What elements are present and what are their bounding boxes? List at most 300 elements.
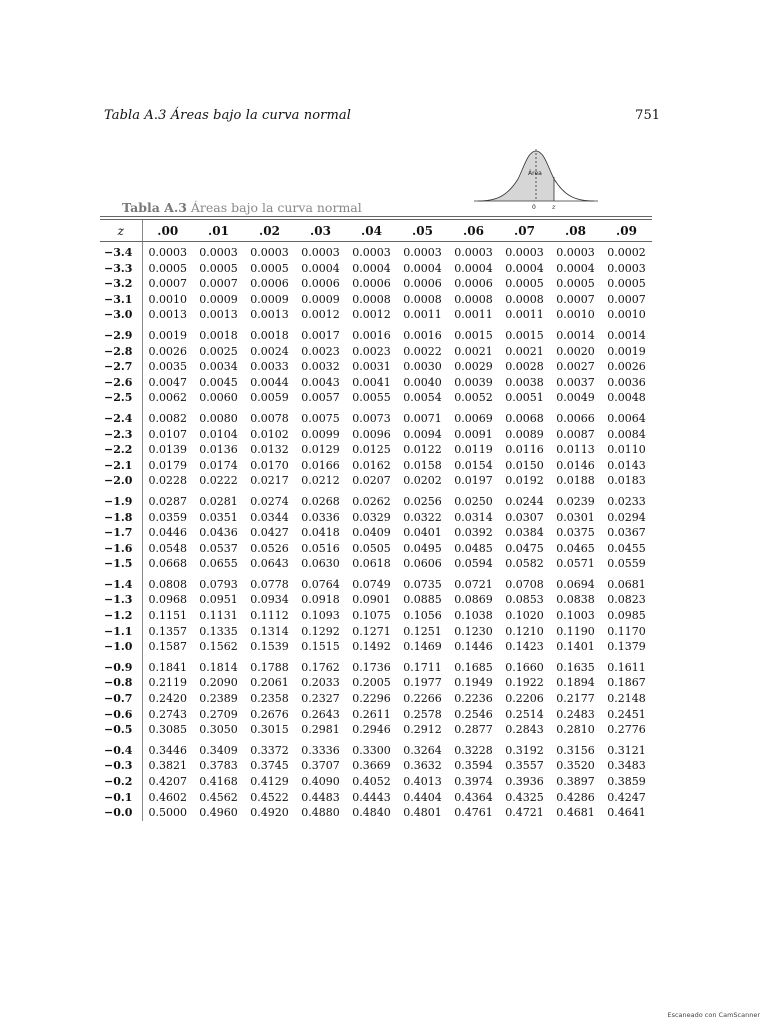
area-value: 0.3974: [454, 775, 493, 788]
z-value: −0.0: [100, 805, 142, 821]
area-value: 0.0029: [454, 360, 493, 374]
area-value: 0.0274: [250, 494, 289, 508]
area-value: 0.2296: [352, 692, 391, 706]
area-value: 0.0094: [403, 427, 442, 441]
area-value: 0.0228: [148, 474, 187, 488]
area-value: 0.0033: [250, 360, 289, 374]
table-row: [100, 473, 652, 489]
area-value: 0.0129: [301, 443, 340, 457]
area-value: 0.1660: [505, 660, 544, 674]
area-value: 0.1492: [352, 640, 391, 654]
table-header-row: [100, 220, 652, 242]
area-value: 0.1271: [352, 624, 391, 638]
table-row: [100, 323, 652, 344]
area-value: 0.0005: [250, 261, 289, 275]
table-row: [100, 608, 652, 624]
area-value: 0.0008: [454, 292, 493, 306]
z-value: −2.7: [100, 359, 142, 375]
area-value: 0.0618: [352, 557, 391, 571]
area-value: 0.0446: [148, 526, 187, 540]
area-value: 0.1230: [454, 624, 493, 638]
area-value: 0.0250: [454, 494, 493, 508]
normal-table: [100, 220, 652, 821]
area-value: 0.4483: [301, 790, 340, 804]
table-row: [100, 458, 652, 474]
area-value: 0.4052: [352, 775, 391, 788]
area-value: 0.0005: [556, 277, 595, 291]
area-value: 0.2810: [556, 723, 595, 737]
area-value: 0.0018: [250, 328, 289, 342]
area-value: 0.5000: [148, 806, 187, 820]
area-value: 0.0045: [199, 375, 238, 389]
z-value: −0.9: [100, 655, 142, 676]
area-value: 0.4602: [148, 790, 187, 804]
area-value: 0.0005: [607, 277, 646, 291]
column-header: .08: [550, 220, 601, 242]
area-value: 0.0158: [403, 458, 442, 472]
area-value: 0.0154: [454, 458, 493, 472]
area-value: 0.4880: [301, 806, 340, 820]
area-value: 0.0010: [148, 292, 187, 306]
area-value: 0.0073: [352, 411, 391, 425]
area-value: 0.0668: [148, 557, 187, 571]
table-top-rule: [100, 216, 652, 217]
area-value: 0.0314: [454, 510, 493, 524]
area-value: 0.0006: [250, 277, 289, 291]
area-value: 0.3015: [250, 723, 289, 737]
area-value: 0.2327: [301, 692, 340, 706]
normal-table-container: [100, 220, 652, 821]
area-value: 0.0007: [148, 277, 187, 291]
z-value: −0.3: [100, 758, 142, 774]
area-value: 0.4562: [199, 790, 238, 804]
area-value: 0.0918: [301, 593, 340, 607]
area-value: 0.4641: [607, 806, 646, 820]
z-value: −0.5: [100, 722, 142, 738]
area-value: 0.0047: [148, 375, 187, 389]
area-value: 0.0078: [250, 411, 289, 425]
area-value: 0.0054: [403, 391, 442, 405]
table-caption-number: Tabla A.3: [122, 200, 187, 215]
area-value: 0.0003: [403, 246, 442, 259]
area-value: 0.0052: [454, 391, 493, 405]
area-value: 0.0174: [199, 458, 238, 472]
area-value: 0.0003: [301, 246, 340, 259]
area-value: 0.0853: [505, 593, 544, 607]
table-row: [100, 707, 652, 723]
area-value: 0.0035: [148, 360, 187, 374]
area-value: 0.0015: [505, 328, 544, 342]
area-value: 0.0455: [607, 541, 646, 555]
area-value: 0.0207: [352, 474, 391, 488]
area-value: 0.2033: [301, 676, 340, 690]
area-value: 0.2514: [505, 707, 544, 721]
area-value: 0.2676: [250, 707, 289, 721]
area-value: 0.0392: [454, 526, 493, 540]
area-value: 0.0003: [505, 246, 544, 259]
area-value: 0.0968: [148, 593, 187, 607]
area-value: 0.0475: [505, 541, 544, 555]
area-value: 0.0384: [505, 526, 544, 540]
area-value: 0.3936: [505, 775, 544, 788]
area-value: 0.0559: [607, 557, 646, 571]
area-value: 0.0059: [250, 391, 289, 405]
area-value: 0.0287: [148, 494, 187, 508]
area-value: 0.0329: [352, 510, 391, 524]
area-value: 0.0793: [199, 577, 238, 591]
area-value: 0.0004: [403, 261, 442, 275]
area-value: 0.0009: [301, 292, 340, 306]
z-value: −2.6: [100, 375, 142, 391]
area-value: 0.0030: [403, 360, 442, 374]
area-value: 0.2206: [505, 692, 544, 706]
area-value: 0.0004: [301, 261, 340, 275]
z-value: −2.4: [100, 406, 142, 427]
area-value: 0.1841: [148, 660, 187, 674]
table-header: [100, 220, 652, 242]
area-value: 0.0122: [403, 443, 442, 457]
area-value: 0.2358: [250, 692, 289, 706]
area-value: 0.1251: [403, 624, 442, 638]
area-value: 0.0838: [556, 593, 595, 607]
area-value: 0.0113: [556, 443, 595, 457]
area-value: 0.0003: [556, 246, 595, 259]
area-value: 0.0017: [301, 328, 340, 342]
area-value: 0.0934: [250, 593, 289, 607]
area-value: 0.0359: [148, 510, 187, 524]
scanner-watermark: Escaneado con CamScanner: [667, 1011, 760, 1019]
table-row: [100, 442, 652, 458]
area-value: 0.3228: [454, 743, 493, 757]
z-value: −1.2: [100, 608, 142, 624]
normal-curve-figure: [470, 145, 610, 213]
table-row: [100, 242, 652, 261]
area-value: 0.1515: [301, 640, 340, 654]
area-value: 0.0019: [148, 328, 187, 342]
area-value: 0.3409: [199, 743, 238, 757]
area-value: 0.0571: [556, 557, 595, 571]
table-row: [100, 758, 652, 774]
area-value: 0.3372: [250, 743, 289, 757]
z-value: −1.3: [100, 592, 142, 608]
area-value: 0.0099: [301, 427, 340, 441]
z-value: −3.1: [100, 292, 142, 308]
z-value: −3.0: [100, 307, 142, 323]
area-value: 0.2451: [607, 707, 646, 721]
column-header: .02: [244, 220, 295, 242]
area-label: Área: [528, 170, 542, 177]
area-value: 0.1170: [607, 624, 646, 638]
table-row: [100, 541, 652, 557]
area-value: 0.0082: [148, 411, 187, 425]
area-value: 0.1423: [505, 640, 544, 654]
z-value: −2.8: [100, 344, 142, 360]
z-value: −0.1: [100, 790, 142, 806]
table-row: [100, 375, 652, 391]
table-caption-text: Áreas bajo la curva normal: [186, 200, 362, 215]
area-value: 0.0146: [556, 458, 595, 472]
area-value: 0.3483: [607, 759, 646, 773]
area-value: 0.0495: [403, 541, 442, 555]
area-value: 0.1587: [148, 640, 187, 654]
table-row: [100, 344, 652, 360]
area-value: 0.0110: [607, 443, 646, 457]
area-value: 0.0011: [505, 308, 544, 322]
area-value: 0.0222: [199, 474, 238, 488]
area-value: 0.4920: [250, 806, 289, 820]
z-value: −1.1: [100, 624, 142, 640]
area-value: 0.0006: [454, 277, 493, 291]
area-value: 0.0031: [352, 360, 391, 374]
area-value: 0.1894: [556, 676, 595, 690]
table-row: [100, 675, 652, 691]
column-header: .04: [346, 220, 397, 242]
area-value: 0.4129: [250, 775, 289, 788]
area-value: 0.1112: [250, 609, 289, 623]
area-value: 0.0003: [250, 246, 289, 259]
area-value: 0.0104: [199, 427, 238, 441]
z-value: −1.6: [100, 541, 142, 557]
area-value: 0.4404: [403, 790, 442, 804]
area-value: 0.0020: [556, 344, 595, 358]
area-value: 0.2643: [301, 707, 340, 721]
area-value: 0.1814: [199, 660, 238, 674]
area-value: 0.0057: [301, 391, 340, 405]
area-value: 0.1762: [301, 660, 340, 674]
column-header: .03: [295, 220, 346, 242]
area-value: 0.0064: [607, 411, 646, 425]
area-value: 0.0655: [199, 557, 238, 571]
area-value: 0.2389: [199, 692, 238, 706]
area-value: 0.3121: [607, 743, 646, 757]
area-value: 0.0069: [454, 411, 493, 425]
area-value: 0.1788: [250, 660, 289, 674]
area-value: 0.2611: [352, 707, 391, 721]
z-value: −1.9: [100, 489, 142, 510]
z-label: z: [552, 203, 556, 211]
area-value: 0.1020: [505, 609, 544, 623]
area-value: 0.3707: [301, 759, 340, 773]
area-value: 0.0068: [505, 411, 544, 425]
area-value: 0.1401: [556, 640, 595, 654]
area-value: 0.1635: [556, 660, 595, 674]
area-value: 0.2578: [403, 707, 442, 721]
area-value: 0.0005: [199, 261, 238, 275]
area-value: 0.1736: [352, 660, 391, 674]
area-value: 0.0256: [403, 494, 442, 508]
area-value: 0.0116: [505, 443, 544, 457]
area-value: 0.0013: [199, 308, 238, 322]
area-value: 0.0032: [301, 360, 340, 374]
area-value: 0.0004: [556, 261, 595, 275]
area-value: 0.0005: [148, 261, 187, 275]
table-row: [100, 805, 652, 821]
table-row: [100, 655, 652, 676]
area-value: 0.0014: [556, 328, 595, 342]
area-value: 0.0548: [148, 541, 187, 555]
table-row: [100, 691, 652, 707]
shaded-area: [478, 151, 554, 201]
area-value: 0.0139: [148, 443, 187, 457]
page-number: 751: [635, 108, 660, 123]
normal-curve-svg: [470, 145, 610, 213]
area-value: 0.0436: [199, 526, 238, 540]
area-value: 0.1469: [403, 640, 442, 654]
area-value: 0.0735: [403, 577, 442, 591]
area-value: 0.1711: [403, 660, 442, 674]
area-value: 0.0427: [250, 526, 289, 540]
area-value: 0.0080: [199, 411, 238, 425]
area-value: 0.1539: [250, 640, 289, 654]
area-value: 0.0075: [301, 411, 340, 425]
column-header: .07: [499, 220, 550, 242]
area-value: 0.4840: [352, 806, 391, 820]
area-value: 0.0102: [250, 427, 289, 441]
area-value: 0.0036: [607, 375, 646, 389]
table-row: [100, 427, 652, 443]
area-value: 0.2946: [352, 723, 391, 737]
area-value: 0.0170: [250, 458, 289, 472]
area-value: 0.0516: [301, 541, 340, 555]
area-value: 0.2119: [148, 676, 187, 690]
area-value: 0.3446: [148, 743, 187, 757]
area-value: 0.0051: [505, 391, 544, 405]
area-value: 0.0606: [403, 557, 442, 571]
area-value: 0.0011: [454, 308, 493, 322]
area-value: 0.0037: [556, 375, 595, 389]
area-value: 0.0681: [607, 577, 646, 591]
area-value: 0.4207: [148, 775, 187, 788]
area-value: 0.4681: [556, 806, 595, 820]
area-value: 0.0062: [148, 391, 187, 405]
area-value: 0.0024: [250, 344, 289, 358]
area-value: 0.1190: [556, 624, 595, 638]
area-value: 0.1292: [301, 624, 340, 638]
area-value: 0.0025: [199, 344, 238, 358]
area-value: 0.0003: [454, 246, 493, 259]
area-value: 0.0465: [556, 541, 595, 555]
area-value: 0.0008: [403, 292, 442, 306]
table-row: [100, 489, 652, 510]
area-value: 0.0091: [454, 427, 493, 441]
area-value: 0.4761: [454, 806, 493, 820]
area-value: 0.0708: [505, 577, 544, 591]
area-value: 0.3085: [148, 723, 187, 737]
column-header: .09: [601, 220, 652, 242]
table-row: [100, 790, 652, 806]
z-value: −1.0: [100, 639, 142, 655]
table-row: [100, 572, 652, 593]
z-value: −0.2: [100, 774, 142, 790]
area-value: 0.0060: [199, 391, 238, 405]
area-value: 0.1949: [454, 676, 493, 690]
table-row: [100, 774, 652, 790]
area-value: 0.0021: [505, 344, 544, 358]
area-value: 0.1446: [454, 640, 493, 654]
area-value: 0.0179: [148, 458, 187, 472]
area-value: 0.0150: [505, 458, 544, 472]
area-value: 0.0351: [199, 510, 238, 524]
area-value: 0.2148: [607, 692, 646, 706]
area-value: 0.2877: [454, 723, 493, 737]
z-value: −1.8: [100, 510, 142, 526]
area-value: 0.2843: [505, 723, 544, 737]
area-value: 0.1056: [403, 609, 442, 623]
area-value: 0.0526: [250, 541, 289, 555]
area-value: 0.0040: [403, 375, 442, 389]
area-value: 0.1379: [607, 640, 646, 654]
area-value: 0.0344: [250, 510, 289, 524]
area-value: 0.1922: [505, 676, 544, 690]
area-value: 0.0183: [607, 474, 646, 488]
table-row: [100, 639, 652, 655]
area-value: 0.0239: [556, 494, 595, 508]
area-value: 0.0212: [301, 474, 340, 488]
area-value: 0.4960: [199, 806, 238, 820]
area-value: 0.0023: [301, 344, 340, 358]
z-value: −2.2: [100, 442, 142, 458]
table-row: [100, 390, 652, 406]
area-value: 0.0066: [556, 411, 595, 425]
area-value: 0.0244: [505, 494, 544, 508]
area-value: 0.0096: [352, 427, 391, 441]
z-value: −1.4: [100, 572, 142, 593]
table-row: [100, 406, 652, 427]
area-value: 0.0901: [352, 593, 391, 607]
area-value: 0.4168: [199, 775, 238, 788]
z-value: −1.7: [100, 525, 142, 541]
area-value: 0.2483: [556, 707, 595, 721]
area-value: 0.0143: [607, 458, 646, 472]
area-value: 0.0014: [607, 328, 646, 342]
area-value: 0.0582: [505, 557, 544, 571]
z-value: −2.1: [100, 458, 142, 474]
table-row: [100, 276, 652, 292]
area-value: 0.0294: [607, 510, 646, 524]
area-value: 0.4801: [403, 806, 442, 820]
area-value: 0.3050: [199, 723, 238, 737]
z-value: −2.5: [100, 390, 142, 406]
area-value: 0.4325: [505, 790, 544, 804]
area-value: 0.1611: [607, 660, 646, 674]
area-value: 0.2776: [607, 723, 646, 737]
area-value: 0.4443: [352, 790, 391, 804]
area-value: 0.2177: [556, 692, 595, 706]
area-value: 0.2090: [199, 676, 238, 690]
area-value: 0.0038: [505, 375, 544, 389]
column-header: .00: [142, 220, 193, 242]
area-value: 0.0043: [301, 375, 340, 389]
z-value: −2.3: [100, 427, 142, 443]
area-value: 0.0367: [607, 526, 646, 540]
area-value: 0.2061: [250, 676, 289, 690]
area-value: 0.4090: [301, 775, 340, 788]
z-value: −3.3: [100, 261, 142, 277]
z-value: −0.4: [100, 738, 142, 759]
area-value: 0.0485: [454, 541, 493, 555]
area-value: 0.1562: [199, 640, 238, 654]
area-value: 0.0007: [199, 277, 238, 291]
table-row: [100, 738, 652, 759]
area-value: 0.3821: [148, 759, 187, 773]
area-value: 0.0003: [148, 246, 187, 259]
z-value: −0.6: [100, 707, 142, 723]
area-value: 0.0721: [454, 577, 493, 591]
area-value: 0.0028: [505, 360, 544, 374]
area-value: 0.1151: [148, 609, 187, 623]
z-value: −0.7: [100, 691, 142, 707]
z-value: −1.5: [100, 556, 142, 572]
